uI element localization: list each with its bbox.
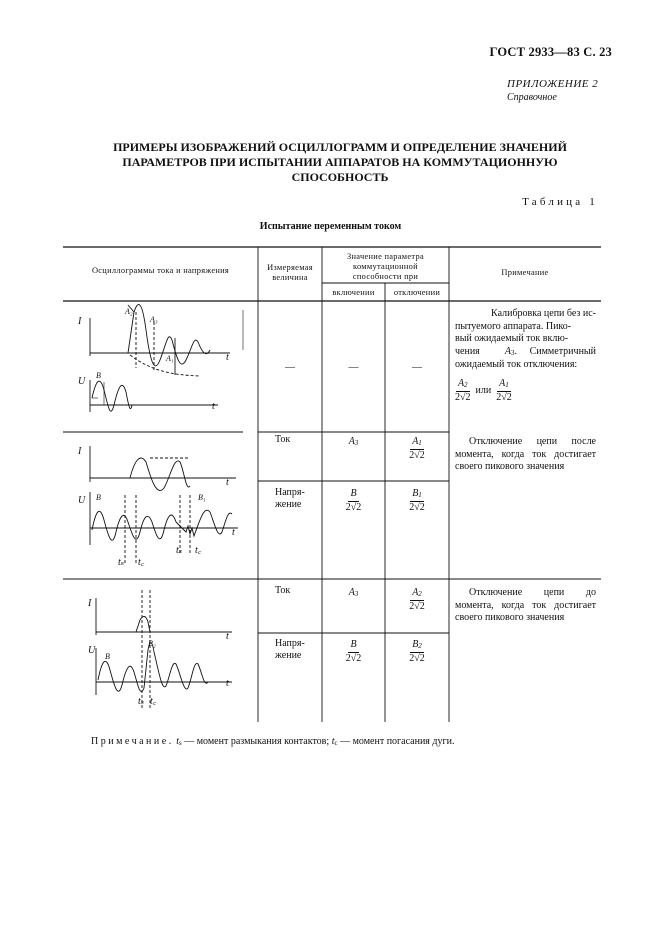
row2-voltage-on <box>322 488 385 513</box>
axis-label-time: t <box>212 401 215 412</box>
label-line: Напря- <box>275 487 305 498</box>
note-line: вый ожидаемый ток вклю- <box>455 333 569 344</box>
axis-label-voltage: U <box>88 645 96 656</box>
header-line: коммутационной <box>353 262 418 271</box>
label-tc: t꜀ <box>138 557 145 568</box>
axis-label-voltage: U <box>78 495 86 506</box>
axis-label-time: t <box>232 527 235 538</box>
label-b: B <box>96 371 101 380</box>
frac-den: 2√2 <box>409 450 425 461</box>
header-line: Значение параметра <box>347 252 424 261</box>
var-sub: 3 <box>354 439 359 447</box>
axis-label-current: I <box>78 446 82 457</box>
footnote <box>91 736 454 747</box>
footnote-tc-sub: c <box>334 739 338 747</box>
label-a3: A₃ <box>150 315 158 324</box>
label-b1: B₁ <box>198 493 206 502</box>
frac-num-sub: 1 <box>505 380 509 389</box>
note-or: или <box>475 384 492 396</box>
frac-num: B <box>412 488 419 499</box>
note-line: Калибровка цепи без ис- <box>491 308 596 319</box>
frac-den: 2√2 <box>455 391 471 403</box>
row3-voltage-label <box>275 638 305 662</box>
frac-num-sub: 2 <box>418 642 422 650</box>
row3-voltage-off <box>385 639 449 664</box>
frac-num: B <box>350 488 357 499</box>
axis-label-voltage: U <box>78 376 86 387</box>
column-header-value <box>322 252 449 282</box>
var: A <box>348 587 355 598</box>
axis-label-time: t <box>226 352 229 363</box>
appendix-subtitle: Справочное <box>507 92 557 103</box>
row3-voltage-on <box>322 639 385 664</box>
axis-label-time: t <box>226 631 229 642</box>
fraction-a1 <box>496 378 512 403</box>
row3-note: Отключение цепи до момента, когда ток достигает своего пикового значения <box>455 587 596 623</box>
column-header-off: отключении <box>393 288 441 297</box>
frac-den: 2√2 <box>409 502 425 513</box>
frac-den: 2√2 <box>345 502 362 513</box>
column-header-measured <box>258 263 322 283</box>
label-line: Напря- <box>275 638 305 649</box>
header-line: способности при <box>352 272 419 281</box>
label-tc: t꜀ <box>150 696 157 707</box>
axis-label-current: I <box>78 316 82 327</box>
frac-den: 2√2 <box>409 601 425 612</box>
frac-den: 2√2 <box>496 391 512 403</box>
note-text: . Симметричный ожидаемый ток отключения: <box>455 345 596 370</box>
column-header-oscillograms: Осциллограммы тока и напряжения <box>91 266 230 275</box>
var-sub: 3 <box>354 590 359 598</box>
axis-label-time: t <box>226 678 229 689</box>
row3-current-off <box>385 587 449 612</box>
row2-current-off <box>385 436 449 461</box>
document-header: ГОСТ 2933—83 С. 23 <box>489 45 612 59</box>
header-line: Измеряемая <box>267 263 313 272</box>
column-header-note: Примечание <box>501 268 549 277</box>
footnote-ts: t <box>176 736 179 747</box>
var: A <box>348 436 355 447</box>
title-line: СПОСОБНОСТЬ <box>291 170 389 184</box>
label-b: B <box>96 493 101 502</box>
footnote-text: — момент размыкания контактов; <box>181 736 332 747</box>
title-line: ПАРАМЕТРОВ ПРИ ИСПЫТАНИИ АППАРАТОВ НА КОММУТАЦИОННУЮ <box>122 155 558 169</box>
label-b: B <box>105 652 110 661</box>
row2-note: Отключение цепи после момента, когда ток достигает своего пикового значения <box>455 436 596 472</box>
note-formula <box>455 378 596 403</box>
appendix-title: ПРИЛОЖЕНИЕ 2 <box>507 78 599 90</box>
frac-num: A <box>457 377 465 389</box>
oscillogram-3 <box>96 590 232 708</box>
row1-off: — <box>412 362 422 373</box>
frac-num: A <box>499 377 506 389</box>
row2-current-on <box>322 436 385 449</box>
label-b2: B₂ <box>148 639 156 648</box>
label-a2: A₂ <box>125 307 133 316</box>
frac-num-sub: 2 <box>418 590 422 598</box>
note-line: пытуемого аппарата. Пико- <box>455 320 572 332</box>
axis-label-current: I <box>88 598 92 609</box>
note-variable-sub: 3 <box>511 348 515 357</box>
label-ts: tₛ <box>118 557 125 568</box>
frac-num: A <box>412 436 419 447</box>
row3-current-label: Ток <box>275 585 291 596</box>
row2-voltage-label <box>275 487 305 511</box>
footnote-text: — момент погасания дуги. <box>337 736 455 747</box>
frac-num-sub: 1 <box>418 439 422 447</box>
frac-den: 2√2 <box>345 653 362 664</box>
frac-num: B <box>350 639 357 650</box>
header-line: величина <box>272 273 308 282</box>
note-line <box>455 346 596 372</box>
label-ts: tₛ <box>138 696 145 707</box>
row3-current-on <box>322 587 385 600</box>
row1-note <box>455 308 596 403</box>
row2-voltage-off <box>385 488 449 513</box>
footnote-prefix: Примечание. <box>91 736 174 747</box>
label-ts: tₛ <box>176 545 183 556</box>
oscillogram-1 <box>90 305 230 412</box>
footnote-tc: t <box>331 736 335 747</box>
frac-num: A <box>412 587 419 598</box>
note-text: чения <box>455 345 480 357</box>
row1-measured: — <box>285 362 295 373</box>
column-header-on: включении <box>332 288 375 297</box>
frac-num-sub: 1 <box>418 491 422 499</box>
oscillogram-2 <box>90 446 238 565</box>
table-caption: Испытание переменным током <box>259 221 402 232</box>
row2-current-label: Ток <box>275 434 291 445</box>
note-variable: A <box>504 345 512 357</box>
label-line: жение <box>275 650 302 661</box>
title-line: ПРИМЕРЫ ИЗОБРАЖЕНИЙ ОСЦИЛЛОГРАММ И ОПРЕДЕЛЕНИЕ ЗНАЧЕНИЙ <box>113 140 567 154</box>
label-line: жение <box>275 499 302 510</box>
row1-on: — <box>348 362 359 373</box>
axis-label-time: t <box>226 477 229 488</box>
fraction-a2 <box>455 378 471 403</box>
frac-num-sub: 2 <box>464 380 468 389</box>
table-label: Таблица 1 <box>522 196 598 208</box>
label-tc: t꜀ <box>195 545 202 556</box>
footnote-ts-sub: s <box>178 739 182 747</box>
label-a1: A₁ <box>166 354 174 363</box>
frac-num: B <box>412 639 419 650</box>
frac-den: 2√2 <box>409 653 425 664</box>
